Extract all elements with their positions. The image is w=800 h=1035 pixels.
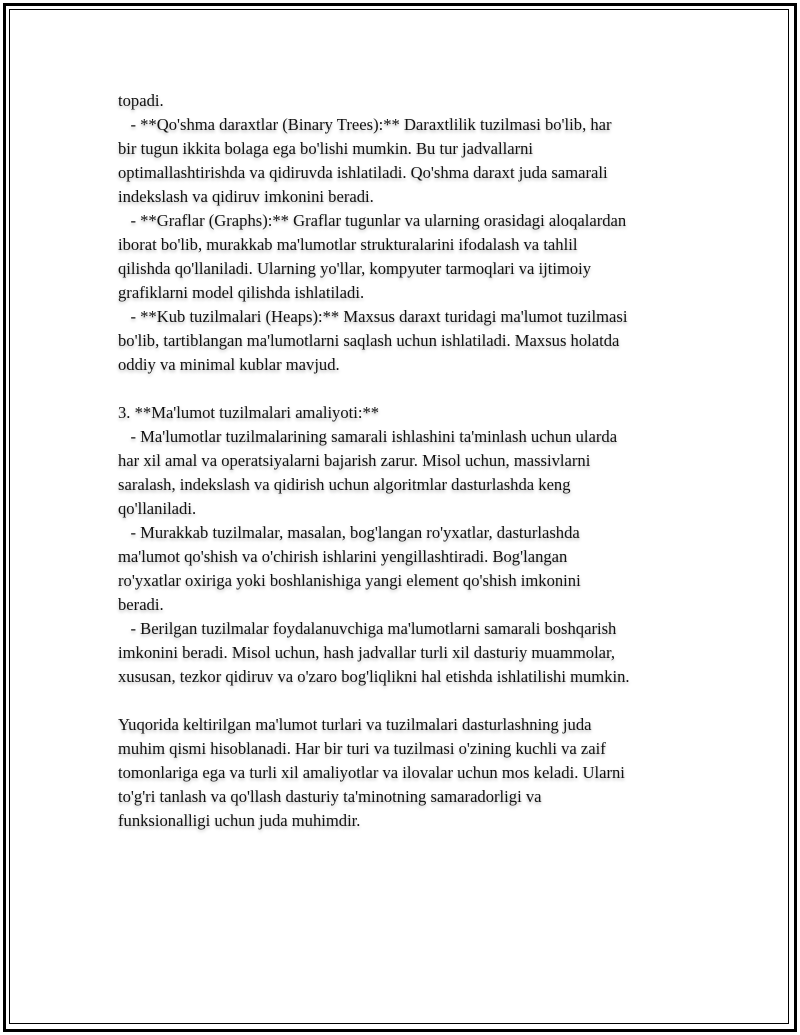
text-line: - Murakkab tuzilmalar, masalan, bog'langan ro'yxatlar, dasturlashda xyxy=(118,523,580,542)
text-line: imkonini beradi. Misol uchun, hash jadvallar turli xil dasturiy muammolar, xyxy=(118,643,616,662)
document-body xyxy=(118,89,698,833)
text-line: 3. **Ma'lumot tuzilmalari amaliyoti:** xyxy=(118,403,380,422)
text-line: tomonlariga ega va turli xil amaliyotlar va ilovalar uchun mos keladi. Ularni xyxy=(118,763,625,782)
text-line: grafiklarni model qilishda ishlatiladi. xyxy=(118,283,365,302)
text-line: - Ma'lumotlar tuzilmalarining samarali ishlashini ta'minlash uchun ularda xyxy=(118,427,618,446)
text-line: to'g'ri tanlash va qo'llash dasturiy ta'minotning samaradorligi va xyxy=(118,787,542,806)
text-line: bir tugun ikkita bolaga ega bo'lishi mumkin. Bu tur jadvallarni xyxy=(118,139,533,158)
paragraph xyxy=(118,89,698,377)
text-line: oddiy va minimal kublar mavjud. xyxy=(118,355,340,374)
text-line: optimallashtirishda va qidiruvda ishlatiladi. Qo'shma daraxt juda samarali xyxy=(118,163,608,182)
text-line: qilishda qo'llaniladi. Ularning yo'llar, kompyuter tarmoqlari va ijtimoiy xyxy=(118,259,592,278)
text-line: saralash, indekslash va qidirish uchun algoritmlar dasturlashda keng xyxy=(118,475,571,494)
text-line: - **Kub tuzilmalari (Heaps):** Maxsus daraxt turidagi ma'lumot tuzilmasi xyxy=(118,307,628,326)
paragraph-gap xyxy=(118,377,698,401)
text-line: funksionalligi uchun juda muhimdir. xyxy=(118,811,361,830)
text-line: iborat bo'lib, murakkab ma'lumotlar strukturalarini ifodalash va tahlil xyxy=(118,235,578,254)
paragraph-gap xyxy=(118,689,698,713)
text-line: ma'lumot qo'shish va o'chirish ishlarini yengillashtiradi. Bog'langan xyxy=(118,547,568,566)
text-line: topadi. xyxy=(118,91,164,110)
paragraph xyxy=(118,713,698,833)
text-line: muhim qismi hisoblanadi. Har bir turi va tuzilmasi o'zining kuchli va zaif xyxy=(118,739,606,758)
text-line: - Berilgan tuzilmalar foydalanuvchiga ma'lumotlarni samarali boshqarish xyxy=(118,619,617,638)
text-line: indekslash va qidiruv imkonini beradi. xyxy=(118,187,374,206)
text-line: har xil amal va operatsiyalarni bajarish zarur. Misol uchun, massivlarni xyxy=(118,451,591,470)
text-line: qo'llaniladi. xyxy=(118,499,197,518)
text-line: beradi. xyxy=(118,595,164,614)
paragraph xyxy=(118,401,698,689)
text-line: ro'yxatlar oxiriga yoki boshlanishiga yangi element qo'shish imkonini xyxy=(118,571,581,590)
text-line: Yuqorida keltirilgan ma'lumot turlari va tuzilmalari dasturlashning juda xyxy=(118,715,592,734)
text-line: bo'lib, tartiblangan ma'lumotlarni saqlash uchun ishlatiladi. Maxsus holatda xyxy=(118,331,620,350)
text-line: - **Graflar (Graphs):** Graflar tugunlar va ularning orasidagi aloqalardan xyxy=(118,211,627,230)
text-line: xususan, tezkor qidiruv va o'zaro bog'liqlikni hal etishda ishlatilishi mumkin. xyxy=(118,667,630,686)
text-line: - **Qo'shma daraxtlar (Binary Trees):** Daraxtlilik tuzilmasi bo'lib, har xyxy=(118,115,612,134)
